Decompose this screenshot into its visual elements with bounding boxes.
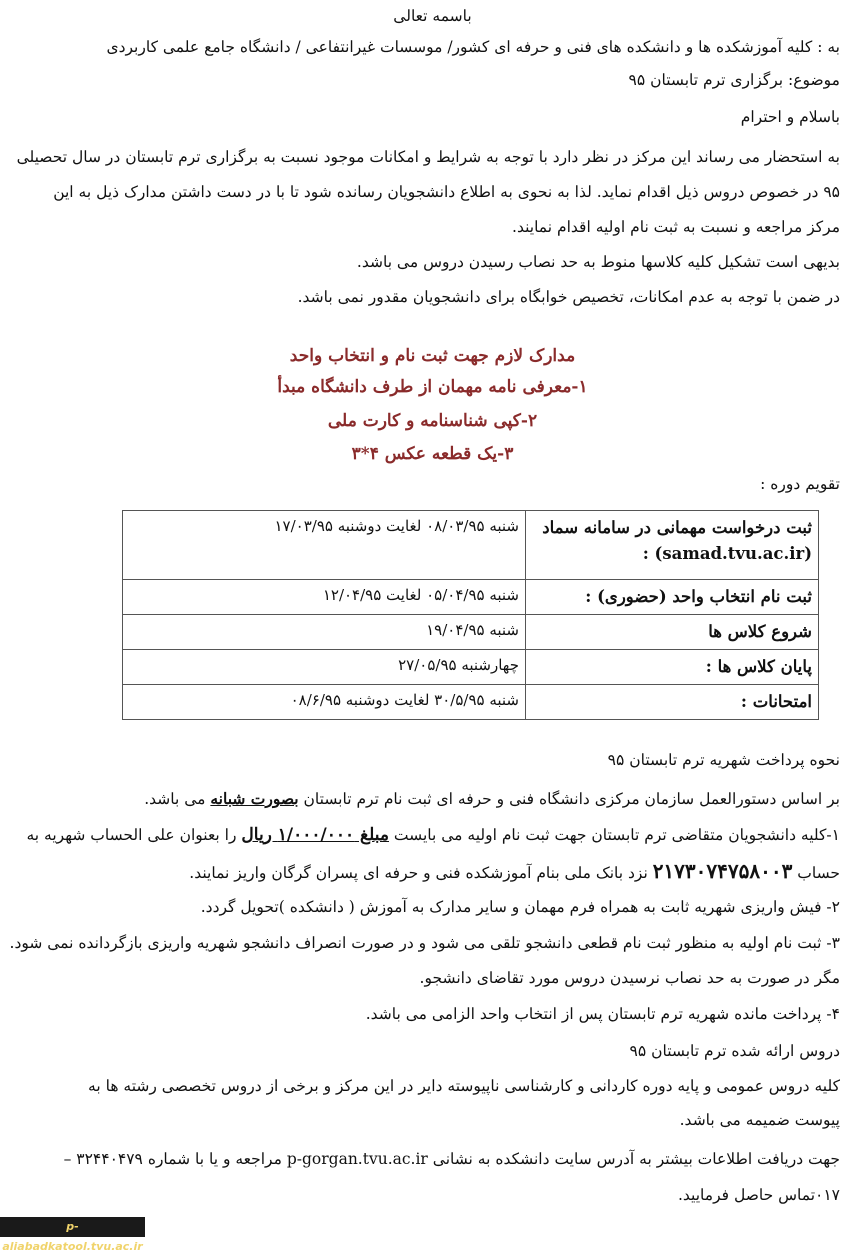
payment-item-2: ۲- فیش واریزی شهریه ثابت به همراه فرم مهمان و سایر مدارک به آموزش ( دانشکده )تحویل گردد. bbox=[200, 898, 840, 916]
payment-item-3b: مگر در صورت به حد نصاب نرسیدن دروس مورد تقاضای دانشجو. bbox=[419, 969, 840, 987]
table-row bbox=[123, 615, 819, 650]
intro-line-5: در ضمن با توجه به عدم امکانات، تخصیص خوابگاه برای دانشجویان مقدور نمی باشد. bbox=[297, 288, 840, 306]
courses-line-2: پیوست ضمیمه می باشد. bbox=[679, 1111, 840, 1129]
calendar-value: شنبه ۰۸/۰۳/۹۵ لغایت دوشنبه ۱۷/۰۳/۹۵ bbox=[123, 511, 526, 580]
documents-item-1: ۱-معرفی نامه مهمان از طرف دانشگاه مبدأ bbox=[277, 377, 588, 397]
calendar-label: امتحانات : bbox=[526, 685, 819, 720]
courses-title: دروس ارائه شده ترم تابستان ۹۵ bbox=[629, 1042, 840, 1060]
payment-item-3a: ۳- ثبت نام اولیه به منظور ثبت نام قطعی دانشجو تلقی می شود و در صورت انصراف دانشجو شهریه واریزی بازگردانده نمی شود. bbox=[9, 934, 840, 952]
table-row bbox=[123, 685, 819, 720]
payment-item-1b: حساب ۲۱۷۳۰۷۴۷۵۸۰۰۳ نزد بانک ملی بنام آموزشکده فنی و حرفه ای پسران گرگان واریز نمایند. bbox=[189, 859, 840, 883]
calendar-label: ثبت درخواست مهمانی در سامانه سماد (samad.tvu.ac.ir) : bbox=[526, 511, 819, 580]
courses-line-1: کلیه دروس عمومی و پایه دوره کاردانی و کارشناسی ناپیوسته دایر در این مرکز و برخی از دروس تخصصی رشته ها به bbox=[88, 1077, 840, 1095]
calendar-value: شنبه ۱۹/۰۴/۹۵ bbox=[123, 615, 526, 650]
table-row bbox=[123, 650, 819, 685]
calendar-label: ثبت نام انتخاب واحد (حضوری) : bbox=[526, 580, 819, 615]
contact-line-1: جهت دریافت اطلاعات بیشتر به آدرس سایت دانشکده به نشانی p-gorgan.tvu.ac.ir مراجعه و یا با شماره ۳۲۴۴۰۴۷۹ – bbox=[63, 1150, 840, 1168]
documents-item-2: ۲-کپی شناسنامه و کارت ملی bbox=[327, 411, 538, 431]
intro-line-4: بدیهی است تشکیل کلیه کلاسها منوط به حد نصاب رسیدن دروس می باشد. bbox=[356, 253, 840, 271]
calendar-label: شروع کلاس ها bbox=[526, 615, 819, 650]
subject: موضوع: برگزاری ترم تابستان ۹۵ bbox=[628, 71, 840, 89]
greeting: باسلام و احترام bbox=[740, 108, 840, 126]
calendar-title: تقویم دوره : bbox=[760, 475, 840, 493]
table-row bbox=[123, 580, 819, 615]
documents-title: مدارک لازم جهت ثبت نام و انتخاب واحد bbox=[289, 346, 576, 366]
table-row bbox=[123, 511, 819, 580]
payment-rule-emphasis: بصورت شبانه bbox=[210, 789, 299, 808]
addressee: به : کلیه آموزشکده ها و دانشکده های فنی و حرفه ای کشور/ موسسات غیرانتفاعی / دانشگاه جامع علمی کاربردی bbox=[106, 38, 840, 56]
intro-line-3: مرکز مراجعه و نسبت به ثبت نام اولیه اقدام نمایند. bbox=[512, 218, 840, 236]
payment-title: نحوه پرداخت شهریه ترم تابستان ۹۵ bbox=[607, 751, 840, 769]
calendar-value: شنبه ۰۵/۰۴/۹۵ لغایت ۱۲/۰۴/۹۵ bbox=[123, 580, 526, 615]
contact-line-2: ۰۱۷تماس حاصل فرمایید. bbox=[677, 1186, 840, 1204]
payment-rule: بر اساس دستورالعمل سازمان مرکزی دانشگاه فنی و حرفه ای ثبت نام ترم تابستان بصورت شبانه می باشد. bbox=[144, 789, 840, 808]
calendar-table bbox=[122, 510, 819, 720]
intro-line-1: به استحضار می رساند این مرکز در نظر دارد با توجه به شرایط و امکانات موجود نسبت به برگزاری ترم تابستان در سال تحصیلی bbox=[16, 148, 840, 166]
site-watermark: p-aliabadkatool.tvu.ac.ir bbox=[0, 1217, 145, 1237]
calendar-value: شنبه ۳۰/۵/۹۵ لغایت دوشنبه ۰۸/۶/۹۵ bbox=[123, 685, 526, 720]
payment-item-1: ۱-کلیه دانشجویان متقاضی ترم تابستان جهت ثبت نام اولیه می بایست مبلغ ۱/۰۰۰/۰۰۰ ریال را بعنوان علی الحساب شهریه به bbox=[26, 825, 840, 845]
documents-item-3: ۳-یک قطعه عکس ۴*۳ bbox=[351, 444, 514, 464]
bismillah: باسمه تعالی bbox=[393, 7, 472, 25]
calendar-label: پایان کلاس ها : bbox=[526, 650, 819, 685]
intro-line-2: ۹۵ در خصوص دروس ذیل اقدام نماید. لذا به نحوی به اطلاع دانشجویان رسانده شود تا با در دست داشتن مدارک ذیل به این bbox=[53, 183, 840, 201]
payment-item-4: ۴- پرداخت مانده شهریه ترم تابستان پس از انتخاب واحد الزامی می باشد. bbox=[365, 1005, 840, 1023]
account-number: ۲۱۷۳۰۷۴۷۵۸۰۰۳ bbox=[652, 859, 793, 883]
calendar-value: چهارشنبه ۲۷/۰۵/۹۵ bbox=[123, 650, 526, 685]
payment-amount: مبلغ ۱/۰۰۰/۰۰۰ ریال bbox=[241, 825, 389, 845]
